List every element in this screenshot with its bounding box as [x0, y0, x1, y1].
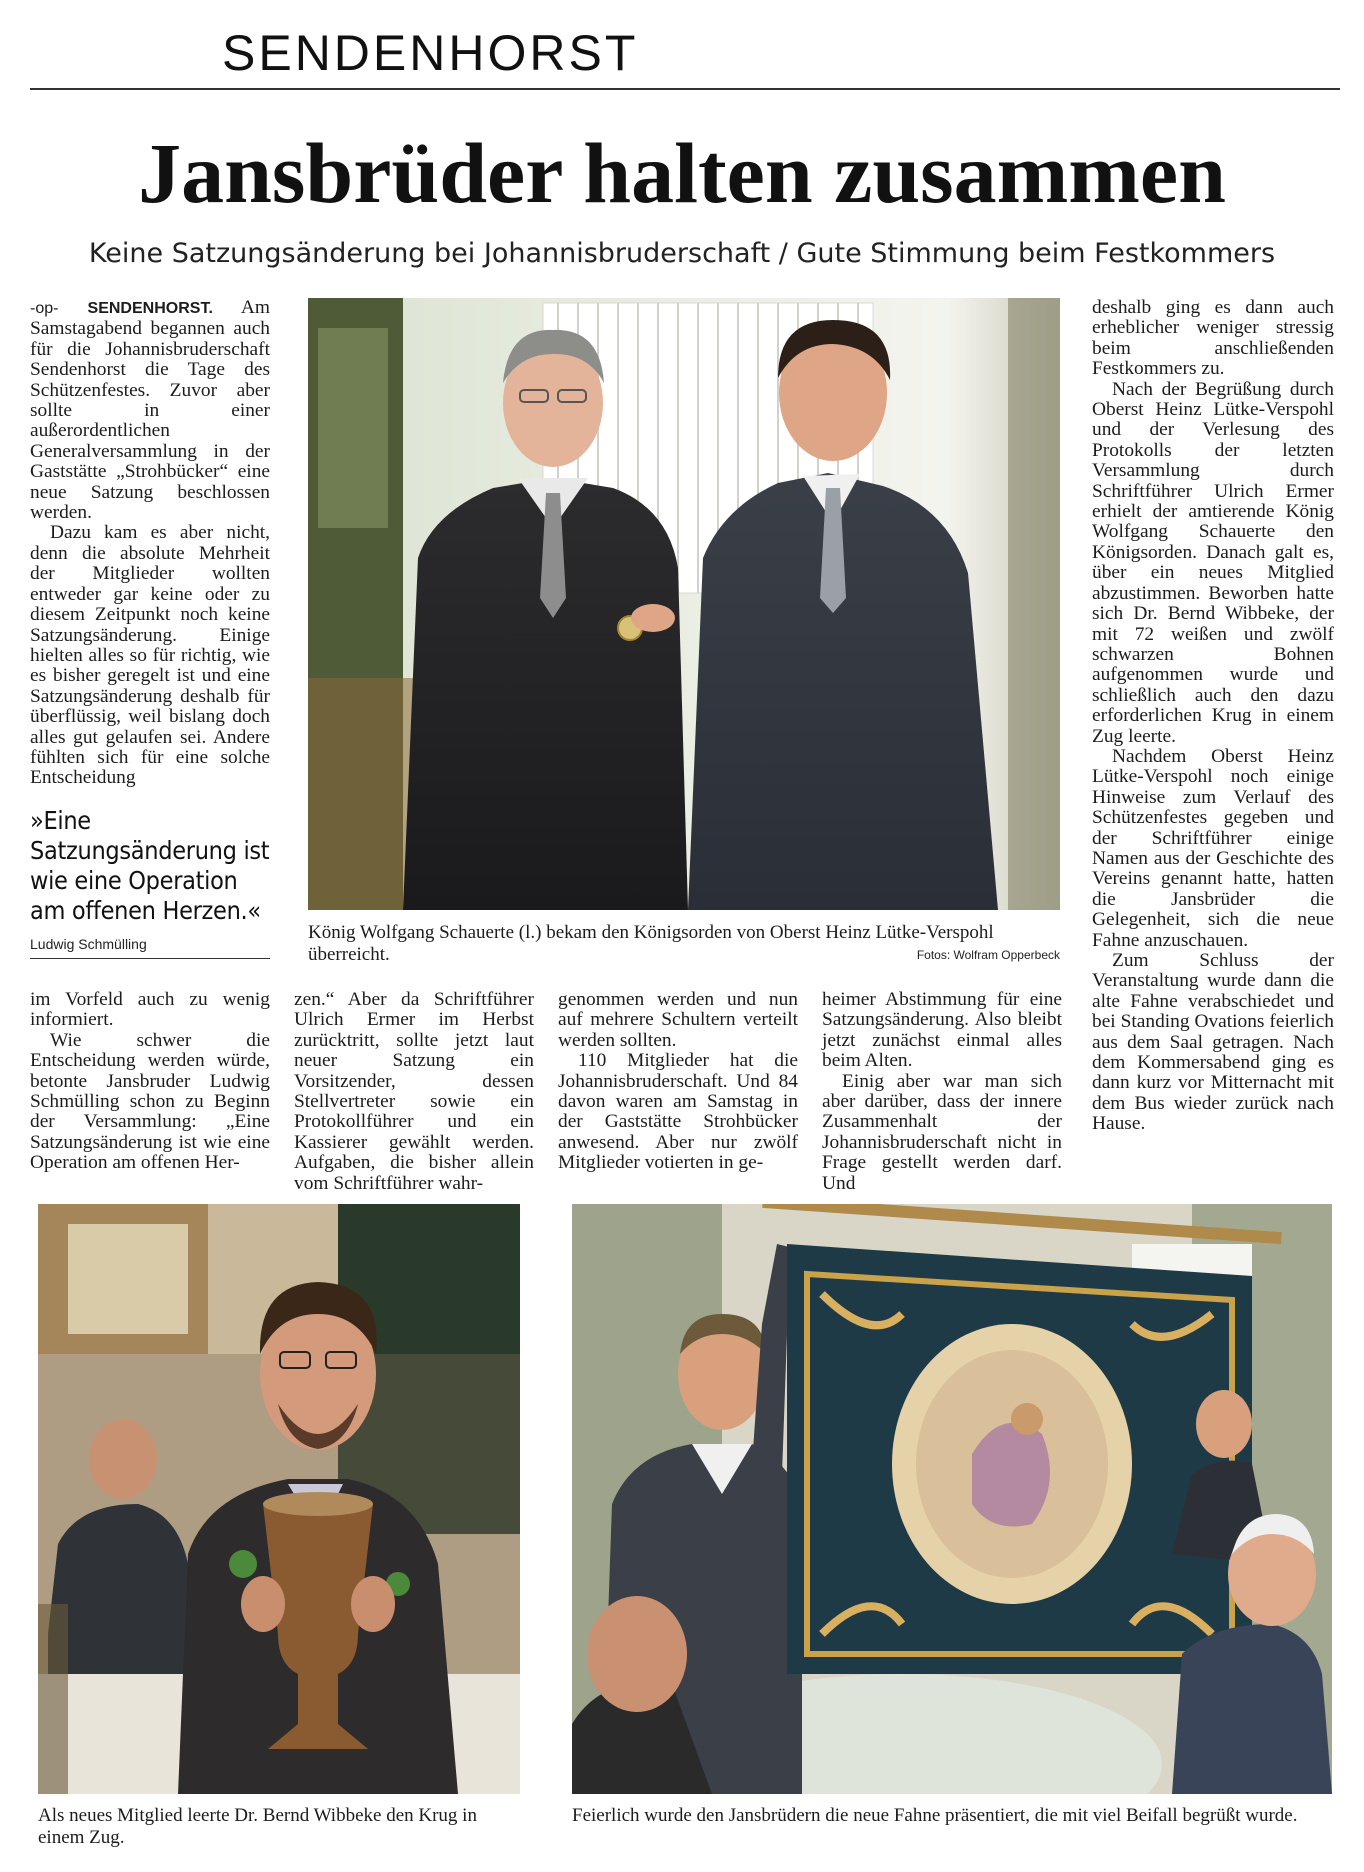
article-column-2 [294, 990, 534, 1194]
paragraph: deshalb ging es dann auch erheblicher weniger stressig beim anschließenden Festkommers zu. [1092, 297, 1334, 380]
pull-quote-author: Ludwig Schmülling [30, 936, 270, 959]
photo-credit: Fotos: Wolfram Opperbeck [916, 948, 1060, 962]
paragraph: Zum Schluss der Veranstaltung wurde dann die alte Fahne verabschiedet und bei Standing Ovations feierlich aus dem Saal getragen. Nach dem Kommersabend ging es dann kurz vor Mitternacht mit dem Bus wieder zurück nach Hause. [1092, 950, 1334, 1135]
bottom-right-photo [572, 1204, 1332, 1794]
paragraph: 110 Mitglieder hat die Johannisbruderschaft. Und 84 davon waren am Samstag in der Gaststätte Strohbücker anwesend. Aber nur zwölf Mitglieder votierten in ge- [558, 1050, 798, 1174]
paragraph: im Vorfeld auch zu wenig informiert. [30, 989, 270, 1031]
main-photo-caption: König Wolfgang Schauerte (l.) bekam den Königsorden von Oberst Heinz Lütke-Verspohl überreicht. [308, 922, 994, 965]
paragraph: Nach der Begrüßung durch Oberst Heinz Lütke-Verspohl und der Verlesung des Protokolls der letzten Versammlung durch Schriftführer Ulrich Ermer erhielt der amtierende König Wolfgang Schauerte den Königsorden. Danach galt es, über ein neues Mitglied abzustimmen. Beworben hatte sich Dr. Bernd Wibbeke, der mit 72 weißen und zwölf schwarzen Bohnen aufgenommen wurde und schließlich auch den dazu erforderlichen Krug in einem Zug leerte. [1092, 378, 1334, 747]
paragraph: Wie schwer die Entscheidung werden würde, betonte Jansbruder Ludwig Schmülling schon zu Beginn der Versammlung: „Eine Satzungsänderung ist wie eine Operation am offenen Her- [30, 1029, 270, 1174]
headline: Jansbrüder halten zusammen [138, 125, 1226, 221]
paragraph: zen.“ Aber da Schriftführer Ulrich Ermer im Herbst zurücktritt, sollte jetzt laut neuer Satzung ein Vorsitzender, dessen Stellvertreter sowie ein Protokollführer und ein Kassierer gewählt werden. Aufgaben, die bisher allein vom Schriftführer wahr- [294, 989, 534, 1194]
section-divider [30, 88, 1340, 90]
article-column-5 [1092, 298, 1334, 1135]
section-title: SENDENHORST [222, 25, 639, 81]
paragraph: heimer Abstimmung für eine Satzungsänderung. Also bleibt jetzt zunächst einmal alles beim Alten. [822, 989, 1062, 1072]
subheadline: Keine Satzungsänderung bei Johannisbruderschaft / Gute Stimmung beim Festkommers [88, 238, 1276, 269]
bottom-right-caption: Feierlich wurde den Jansbrüdern die neue Fahne präsentiert, die mit viel Beifall begrüßt wurde. [572, 1805, 1298, 1826]
pull-quote-text: »Eine Satzungsänderung ist wie eine Operation am offenen Herzen.« [30, 806, 270, 925]
pull-quote [30, 806, 270, 959]
article-column-1-continued [30, 990, 270, 1174]
main-photo [308, 298, 1060, 910]
paragraph: genommen werden und nun auf mehrere Schultern verteilt werden sollten. [558, 989, 798, 1051]
author-tag: -op- [30, 300, 59, 317]
article-column-4 [822, 990, 1062, 1194]
paragraph: Am Samstagabend begannen auch für die Johannisbruderschaft Sendenhorst die Tage des Schützenfestes. Zuvor aber sollte in einer außerordentlichen Generalversammlung in der Gaststätte „Strohbücker“ eine neue Satzung beschlossen werden. [30, 297, 270, 524]
dateline: SENDENHORST. [87, 300, 213, 317]
paragraph: Nachdem Oberst Heinz Lütke-Verspohl noch einige Hinweise zum Verlauf des Schützenfestes gegeben und der Schriftführer einige Namen aus der Geschichte des Vereins genannt hatte, hatten die Jansbrüder die Gelegenheit, sich die neue Fahne anzuschauen. [1092, 745, 1334, 951]
paragraph: Einig aber war man sich aber darüber, dass der innere Zusammenhalt der Johannisbruderschaft nicht in Frage gestellt werden darf. Und [822, 1070, 1062, 1194]
bottom-left-caption: Als neues Mitglied leerte Dr. Bernd Wibbeke den Krug in einem Zug. [38, 1805, 477, 1848]
bottom-left-photo [38, 1204, 520, 1794]
paragraph: Dazu kam es aber nicht, denn die absolute Mehrheit der Mitglieder wollten entweder gar keine oder zu diesem Zeitpunkt noch keine Satzungsänderung. Einige hielten alles so für richtig, wie es bisher geregelt ist und eine Satzungsänderung deshalb für überflüssig, weil bislang doch alles gut gelaufen sei. Andere fühlten sich für eine solche Entscheidung [30, 522, 270, 789]
article-column-1 [30, 298, 270, 789]
article-column-3 [558, 990, 798, 1174]
